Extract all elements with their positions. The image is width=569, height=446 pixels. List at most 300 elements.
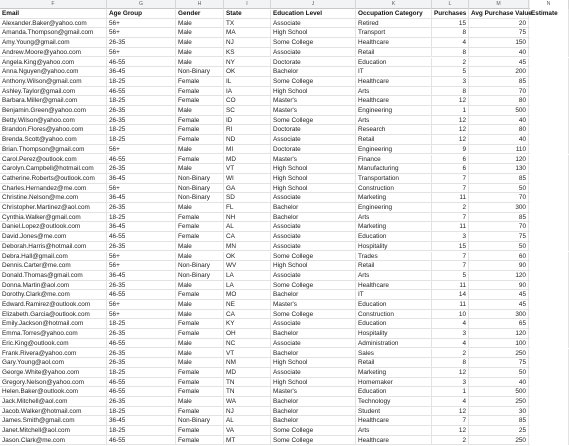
table-cell[interactable]: Helen.Baker@outlook.com <box>0 387 107 397</box>
table-cell[interactable]: Associate <box>271 193 356 203</box>
table-cell[interactable]: Male <box>176 358 224 368</box>
table-cell[interactable]: James.Smith@gmail.com <box>0 416 107 426</box>
table-cell[interactable]: Female <box>176 426 224 436</box>
table-cell[interactable]: Catherine.Roberts@outlook.com <box>0 174 107 184</box>
table-cell[interactable]: 4 <box>432 319 469 329</box>
table-cell[interactable]: Frank.Rivera@yahoo.com <box>0 349 107 359</box>
table-cell[interactable]: Master's <box>271 300 356 310</box>
table-cell[interactable]: OH <box>224 329 271 339</box>
column-letter[interactable]: K <box>356 0 432 9</box>
table-cell[interactable]: 12 <box>432 135 469 145</box>
table-cell[interactable]: 2 <box>432 436 469 446</box>
table-cell[interactable]: 5 <box>432 271 469 281</box>
table-cell[interactable]: 40 <box>469 48 529 58</box>
table-cell[interactable]: Male <box>176 58 224 68</box>
table-cell[interactable]: 80 <box>469 125 529 135</box>
table-cell[interactable]: Gary.Young@aol.com <box>0 358 107 368</box>
table-cell[interactable]: High School <box>271 261 356 271</box>
table-cell[interactable]: 18-25 <box>107 319 176 329</box>
table-cell[interactable]: Amanda.Thompson@gmail.com <box>0 28 107 38</box>
table-cell[interactable]: 40 <box>469 378 529 388</box>
table-cell[interactable]: High School <box>271 184 356 194</box>
table-cell[interactable]: Manufacturing <box>356 164 432 174</box>
table-cell[interactable]: Student <box>356 407 432 417</box>
table-cell[interactable]: 2 <box>432 349 469 359</box>
table-cell[interactable] <box>529 416 569 426</box>
table-cell[interactable]: NM <box>224 358 271 368</box>
table-cell[interactable]: 100 <box>469 339 529 349</box>
table-cell[interactable]: 11 <box>432 222 469 232</box>
table-cell[interactable]: Retail <box>356 48 432 58</box>
table-cell[interactable]: 75 <box>469 232 529 242</box>
table-cell[interactable]: 50 <box>469 368 529 378</box>
table-cell[interactable]: 1 <box>432 106 469 116</box>
table-cell[interactable]: LA <box>224 271 271 281</box>
table-cell[interactable]: TN <box>224 387 271 397</box>
table-cell[interactable]: 300 <box>469 310 529 320</box>
column-letter[interactable]: N <box>529 0 569 9</box>
table-cell[interactable]: Bachelor <box>271 416 356 426</box>
table-cell[interactable] <box>529 222 569 232</box>
table-cell[interactable]: Bachelor <box>271 349 356 359</box>
table-cell[interactable]: Andrew.Moore@yahoo.com <box>0 48 107 58</box>
table-cell[interactable]: Education <box>356 232 432 242</box>
table-cell[interactable]: Edward.Ramirez@outlook.com <box>0 300 107 310</box>
table-cell[interactable] <box>529 135 569 145</box>
table-cell[interactable]: Male <box>176 310 224 320</box>
table-cell[interactable]: TN <box>224 378 271 388</box>
table-cell[interactable]: 3 <box>432 329 469 339</box>
table-cell[interactable]: Healthcare <box>356 436 432 446</box>
table-cell[interactable]: 26-35 <box>107 358 176 368</box>
table-cell[interactable]: Janet.Mitchell@aol.com <box>0 426 107 436</box>
table-cell[interactable]: 36-45 <box>107 416 176 426</box>
table-cell[interactable]: Marketing <box>356 193 432 203</box>
table-cell[interactable]: Male <box>176 242 224 252</box>
table-cell[interactable]: Non-Binary <box>176 67 224 77</box>
table-cell[interactable]: Male <box>176 28 224 38</box>
table-cell[interactable]: Daniel.Lopez@outlook.com <box>0 222 107 232</box>
column-letter[interactable]: G <box>107 0 176 9</box>
table-cell[interactable]: 8 <box>432 358 469 368</box>
table-cell[interactable]: 11 <box>432 281 469 291</box>
table-cell[interactable]: 12 <box>432 96 469 106</box>
table-cell[interactable]: 60 <box>469 252 529 262</box>
table-cell[interactable]: 26-35 <box>107 281 176 291</box>
table-cell[interactable]: 46-55 <box>107 58 176 68</box>
table-cell[interactable]: Anthony.Wilson@gmail.com <box>0 77 107 87</box>
table-cell[interactable]: Male <box>176 349 224 359</box>
table-cell[interactable]: 56+ <box>107 310 176 320</box>
table-cell[interactable] <box>529 213 569 223</box>
table-cell[interactable]: TX <box>224 19 271 29</box>
table-cell[interactable]: CA <box>224 310 271 320</box>
table-cell[interactable]: Some College <box>271 436 356 446</box>
table-cell[interactable]: 70 <box>469 222 529 232</box>
table-cell[interactable]: Female <box>176 407 224 417</box>
table-cell[interactable]: 130 <box>469 164 529 174</box>
table-cell[interactable]: 25 <box>469 426 529 436</box>
table-cell[interactable] <box>529 242 569 252</box>
table-cell[interactable]: Associate <box>271 232 356 242</box>
table-cell[interactable]: High School <box>271 174 356 184</box>
table-cell[interactable]: IL <box>224 77 271 87</box>
table-cell[interactable] <box>529 96 569 106</box>
table-cell[interactable]: Bachelor <box>271 213 356 223</box>
table-cell[interactable]: Female <box>176 125 224 135</box>
table-cell[interactable]: 56+ <box>107 300 176 310</box>
table-cell[interactable]: Some College <box>271 281 356 291</box>
table-cell[interactable]: 5 <box>432 67 469 77</box>
table-cell[interactable]: Transportation <box>356 174 432 184</box>
table-cell[interactable]: Ashley.Taylor@gmail.com <box>0 87 107 97</box>
table-cell[interactable]: Female <box>176 436 224 446</box>
table-cell[interactable]: 36-45 <box>107 222 176 232</box>
table-cell[interactable]: Transport <box>356 28 432 38</box>
table-cell[interactable] <box>529 349 569 359</box>
table-cell[interactable]: 56+ <box>107 184 176 194</box>
column-letter[interactable]: H <box>176 0 224 9</box>
table-cell[interactable] <box>529 116 569 126</box>
table-cell[interactable]: Female <box>176 368 224 378</box>
table-cell[interactable]: Betty.Wilson@yahoo.com <box>0 116 107 126</box>
table-cell[interactable]: Female <box>176 135 224 145</box>
table-cell[interactable]: WV <box>224 261 271 271</box>
column-header-cell[interactable]: Email <box>0 9 107 19</box>
table-cell[interactable]: Research <box>356 125 432 135</box>
table-cell[interactable]: Angela.King@yahoo.com <box>0 58 107 68</box>
table-cell[interactable]: Associate <box>271 242 356 252</box>
table-cell[interactable]: 40 <box>469 116 529 126</box>
table-cell[interactable]: 56+ <box>107 28 176 38</box>
table-cell[interactable]: 4 <box>432 339 469 349</box>
table-cell[interactable]: 12 <box>432 125 469 135</box>
table-cell[interactable]: Master's <box>271 387 356 397</box>
table-cell[interactable]: Jason.Clark@me.com <box>0 436 107 446</box>
table-cell[interactable]: 12 <box>432 426 469 436</box>
table-cell[interactable]: 26-35 <box>107 397 176 407</box>
column-letter[interactable]: J <box>271 0 356 9</box>
column-header-cell[interactable]: Gender <box>176 9 224 19</box>
table-cell[interactable] <box>529 77 569 87</box>
table-cell[interactable] <box>529 261 569 271</box>
table-cell[interactable] <box>529 426 569 436</box>
table-cell[interactable]: Carolyn.Campbell@hotmail.com <box>0 164 107 174</box>
table-cell[interactable]: Brenda.Scott@yahoo.com <box>0 135 107 145</box>
column-header-cell[interactable]: Estimate <box>529 9 569 19</box>
table-cell[interactable]: Female <box>176 290 224 300</box>
table-cell[interactable]: LA <box>224 281 271 291</box>
table-cell[interactable]: Associate <box>271 319 356 329</box>
table-cell[interactable]: 20 <box>469 19 529 29</box>
table-cell[interactable]: 75 <box>469 28 529 38</box>
table-cell[interactable]: 18-25 <box>107 426 176 436</box>
table-cell[interactable] <box>529 232 569 242</box>
table-cell[interactable]: Christine.Nelson@me.com <box>0 193 107 203</box>
table-cell[interactable]: Education <box>356 319 432 329</box>
table-cell[interactable]: Hospitality <box>356 242 432 252</box>
table-cell[interactable]: Male <box>176 252 224 262</box>
table-cell[interactable] <box>529 397 569 407</box>
table-cell[interactable]: Associate <box>271 48 356 58</box>
table-cell[interactable] <box>529 300 569 310</box>
table-cell[interactable]: Emma.Torres@yahoo.com <box>0 329 107 339</box>
table-cell[interactable]: Female <box>176 387 224 397</box>
table-cell[interactable]: Healthcare <box>356 96 432 106</box>
table-cell[interactable]: 18-25 <box>107 213 176 223</box>
table-cell[interactable]: Associate <box>271 19 356 29</box>
table-cell[interactable]: SD <box>224 193 271 203</box>
table-cell[interactable]: Master's <box>271 155 356 165</box>
table-cell[interactable]: 85 <box>469 416 529 426</box>
table-cell[interactable]: 3 <box>432 77 469 87</box>
table-cell[interactable]: 46-55 <box>107 290 176 300</box>
table-cell[interactable]: Retired <box>356 19 432 29</box>
table-cell[interactable]: 70 <box>469 87 529 97</box>
table-cell[interactable]: Associate <box>271 222 356 232</box>
table-cell[interactable] <box>529 339 569 349</box>
table-cell[interactable]: Christopher.Martinez@aol.com <box>0 203 107 213</box>
table-cell[interactable]: Bachelor <box>271 407 356 417</box>
table-cell[interactable]: 4 <box>432 38 469 48</box>
table-cell[interactable]: 500 <box>469 387 529 397</box>
table-cell[interactable]: High School <box>271 164 356 174</box>
column-letter[interactable]: F <box>0 0 107 9</box>
table-cell[interactable]: 26-35 <box>107 349 176 359</box>
table-cell[interactable]: Education <box>356 387 432 397</box>
table-cell[interactable] <box>529 184 569 194</box>
column-letter[interactable]: I <box>224 0 271 9</box>
table-cell[interactable]: Dorothy.Clark@me.com <box>0 290 107 300</box>
table-cell[interactable]: Amy.Young@gmail.com <box>0 38 107 48</box>
table-cell[interactable] <box>529 252 569 262</box>
table-cell[interactable]: Construction <box>356 184 432 194</box>
table-cell[interactable]: 200 <box>469 67 529 77</box>
table-cell[interactable]: Brian.Thompson@gmail.com <box>0 145 107 155</box>
table-cell[interactable]: Construction <box>356 310 432 320</box>
table-cell[interactable]: Non-Binary <box>176 271 224 281</box>
table-cell[interactable]: 9 <box>432 145 469 155</box>
table-cell[interactable]: 7 <box>432 213 469 223</box>
table-cell[interactable]: 250 <box>469 397 529 407</box>
table-cell[interactable]: 110 <box>469 145 529 155</box>
table-cell[interactable]: Associate <box>271 368 356 378</box>
table-cell[interactable]: Some College <box>271 426 356 436</box>
table-cell[interactable]: 12 <box>432 116 469 126</box>
table-cell[interactable]: Non-Binary <box>176 416 224 426</box>
table-cell[interactable]: 18-25 <box>107 96 176 106</box>
table-cell[interactable]: 90 <box>469 281 529 291</box>
table-cell[interactable]: FL <box>224 203 271 213</box>
table-cell[interactable]: Female <box>176 213 224 223</box>
table-cell[interactable]: 7 <box>432 184 469 194</box>
table-cell[interactable] <box>529 125 569 135</box>
table-cell[interactable]: NY <box>224 58 271 68</box>
table-cell[interactable]: 7 <box>432 261 469 271</box>
table-cell[interactable]: Benjamin.Green@yahoo.com <box>0 106 107 116</box>
table-cell[interactable]: 85 <box>469 213 529 223</box>
table-cell[interactable]: 3 <box>432 378 469 388</box>
table-cell[interactable]: KY <box>224 319 271 329</box>
table-cell[interactable]: Male <box>176 281 224 291</box>
table-cell[interactable]: Bachelor <box>271 67 356 77</box>
table-cell[interactable]: Some College <box>271 310 356 320</box>
table-cell[interactable]: 56+ <box>107 48 176 58</box>
table-cell[interactable]: AL <box>224 222 271 232</box>
table-cell[interactable]: Associate <box>271 135 356 145</box>
table-cell[interactable]: 46-55 <box>107 387 176 397</box>
table-cell[interactable]: RI <box>224 125 271 135</box>
table-cell[interactable]: Associate <box>271 271 356 281</box>
table-cell[interactable]: Healthcare <box>356 77 432 87</box>
table-cell[interactable] <box>529 290 569 300</box>
table-cell[interactable]: NC <box>224 339 271 349</box>
table-cell[interactable]: Homemaker <box>356 378 432 388</box>
table-cell[interactable]: Donna.Martin@aol.com <box>0 281 107 291</box>
table-cell[interactable]: Retail <box>356 135 432 145</box>
table-cell[interactable]: Hospitality <box>356 329 432 339</box>
table-cell[interactable]: Non-Binary <box>176 261 224 271</box>
table-cell[interactable]: 6 <box>432 155 469 165</box>
table-cell[interactable]: 150 <box>469 38 529 48</box>
table-cell[interactable]: 4 <box>432 397 469 407</box>
table-cell[interactable]: 300 <box>469 203 529 213</box>
table-cell[interactable]: CA <box>224 232 271 242</box>
table-cell[interactable]: Retail <box>356 358 432 368</box>
table-cell[interactable]: Emily.Jackson@hotmail.com <box>0 319 107 329</box>
table-cell[interactable]: Female <box>176 232 224 242</box>
table-cell[interactable] <box>529 67 569 77</box>
table-cell[interactable] <box>529 329 569 339</box>
table-cell[interactable]: Some College <box>271 38 356 48</box>
table-cell[interactable]: NJ <box>224 407 271 417</box>
table-cell[interactable]: Brandon.Flores@yahoo.com <box>0 125 107 135</box>
table-cell[interactable]: OK <box>224 252 271 262</box>
table-cell[interactable]: ID <box>224 116 271 126</box>
table-cell[interactable]: 26-35 <box>107 164 176 174</box>
table-cell[interactable]: 26-35 <box>107 329 176 339</box>
table-cell[interactable]: IT <box>356 290 432 300</box>
table-cell[interactable]: Arts <box>356 426 432 436</box>
table-cell[interactable]: MT <box>224 436 271 446</box>
table-cell[interactable]: Education <box>356 58 432 68</box>
table-cell[interactable]: Non-Binary <box>176 174 224 184</box>
table-cell[interactable]: Anna.Nguyen@yahoo.com <box>0 67 107 77</box>
table-cell[interactable] <box>529 436 569 446</box>
table-cell[interactable]: 15 <box>432 19 469 29</box>
column-header-cell[interactable]: State <box>224 9 271 19</box>
table-cell[interactable]: Bachelor <box>271 290 356 300</box>
table-cell[interactable]: 18-25 <box>107 77 176 87</box>
table-cell[interactable]: Carol.Perez@outlook.com <box>0 155 107 165</box>
table-cell[interactable]: Trades <box>356 252 432 262</box>
column-header-cell[interactable]: Age Group <box>107 9 176 19</box>
table-cell[interactable]: Male <box>176 300 224 310</box>
table-cell[interactable]: CO <box>224 96 271 106</box>
table-cell[interactable]: Female <box>176 329 224 339</box>
table-cell[interactable]: Male <box>176 203 224 213</box>
column-header-cell[interactable]: Education Level <box>271 9 356 19</box>
table-cell[interactable]: Associate <box>271 339 356 349</box>
table-cell[interactable]: WA <box>224 397 271 407</box>
table-cell[interactable]: 3 <box>432 232 469 242</box>
table-cell[interactable]: 14 <box>432 290 469 300</box>
table-cell[interactable]: Male <box>176 48 224 58</box>
table-cell[interactable]: Female <box>176 77 224 87</box>
table-cell[interactable]: NE <box>224 300 271 310</box>
table-cell[interactable]: 50 <box>469 242 529 252</box>
table-cell[interactable]: MI <box>224 145 271 155</box>
table-cell[interactable]: 2 <box>432 58 469 68</box>
table-cell[interactable]: NJ <box>224 38 271 48</box>
table-cell[interactable]: SC <box>224 106 271 116</box>
table-cell[interactable]: Male <box>176 145 224 155</box>
table-cell[interactable]: 26-35 <box>107 106 176 116</box>
table-cell[interactable]: ND <box>224 135 271 145</box>
table-cell[interactable]: 36-45 <box>107 67 176 77</box>
table-cell[interactable] <box>529 281 569 291</box>
table-cell[interactable]: MO <box>224 290 271 300</box>
table-cell[interactable]: Gregory.Nelson@yahoo.com <box>0 378 107 388</box>
table-cell[interactable]: Eric.King@outlook.com <box>0 339 107 349</box>
table-cell[interactable]: Alexander.Baker@yahoo.com <box>0 19 107 29</box>
table-cell[interactable]: 56+ <box>107 19 176 29</box>
table-cell[interactable]: 85 <box>469 174 529 184</box>
table-cell[interactable]: Engineering <box>356 145 432 155</box>
table-cell[interactable]: Marketing <box>356 368 432 378</box>
table-cell[interactable]: 18-25 <box>107 135 176 145</box>
table-cell[interactable]: 85 <box>469 77 529 87</box>
table-cell[interactable]: Technology <box>356 397 432 407</box>
table-cell[interactable]: 45 <box>469 300 529 310</box>
table-cell[interactable]: Arts <box>356 116 432 126</box>
table-cell[interactable]: David.Jones@me.com <box>0 232 107 242</box>
table-cell[interactable]: 56+ <box>107 145 176 155</box>
table-cell[interactable]: 120 <box>469 329 529 339</box>
table-cell[interactable]: 7 <box>432 416 469 426</box>
table-cell[interactable] <box>529 164 569 174</box>
table-cell[interactable]: 46-55 <box>107 232 176 242</box>
table-cell[interactable]: IT <box>356 67 432 77</box>
table-cell[interactable]: 75 <box>469 358 529 368</box>
table-cell[interactable]: Dennis.Carter@me.com <box>0 261 107 271</box>
table-cell[interactable]: VT <box>224 349 271 359</box>
table-cell[interactable]: 50 <box>469 184 529 194</box>
table-cell[interactable]: 7 <box>432 252 469 262</box>
column-letter[interactable]: M <box>469 0 529 9</box>
table-cell[interactable]: Male <box>176 19 224 29</box>
table-cell[interactable]: Barbara.Miller@gmail.com <box>0 96 107 106</box>
table-cell[interactable]: Non-Binary <box>176 193 224 203</box>
table-cell[interactable]: 1 <box>432 387 469 397</box>
table-cell[interactable]: 12 <box>432 368 469 378</box>
table-cell[interactable]: Male <box>176 397 224 407</box>
table-cell[interactable]: Doctorate <box>271 125 356 135</box>
table-cell[interactable]: 10 <box>432 310 469 320</box>
column-header-cell[interactable]: Occupation Category <box>356 9 432 19</box>
table-cell[interactable] <box>529 145 569 155</box>
table-cell[interactable] <box>529 319 569 329</box>
table-cell[interactable]: 26-35 <box>107 116 176 126</box>
table-cell[interactable]: Male <box>176 339 224 349</box>
table-cell[interactable]: Sales <box>356 349 432 359</box>
table-cell[interactable] <box>529 28 569 38</box>
table-cell[interactable]: 90 <box>469 261 529 271</box>
table-cell[interactable]: Male <box>176 38 224 48</box>
table-cell[interactable]: Healthcare <box>356 416 432 426</box>
table-cell[interactable]: Female <box>176 87 224 97</box>
table-cell[interactable]: 46-55 <box>107 378 176 388</box>
